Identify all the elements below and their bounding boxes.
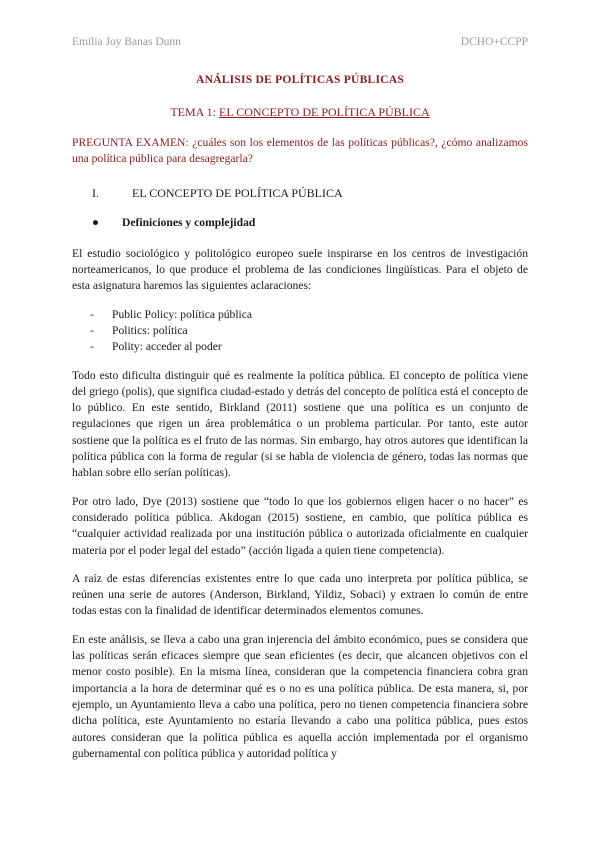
terms-list <box>72 307 528 356</box>
page-header <box>72 36 528 48</box>
dash-icon: - <box>90 307 94 321</box>
subsection-title: Definiciones y complejidad <box>122 216 256 230</box>
paragraph-3: Por otro lado, Dye (2013) sostiene que “todo lo que los gobiernos eligen hacer o no hacer” es considerado política pública. Akdogan (2015) sostiene, en cambio, que política pública es “cualquier actividad realizada por una institución pública o autorizada oficialmente en cualquier materia por el poder legal del estado” (acción ligada a quien tiene competencia). <box>72 494 528 557</box>
section-number: I. <box>92 186 99 201</box>
dash-icon: - <box>90 340 94 354</box>
list-item <box>72 339 528 355</box>
list-item-text: Polity: acceder al poder <box>112 340 222 354</box>
section-title: EL CONCEPTO DE POLÍTICA PÚBLICA <box>132 186 343 201</box>
topic-prefix: TEMA 1: <box>170 105 216 120</box>
subsection-heading <box>72 215 528 231</box>
paragraph-4: A raíz de estas diferencias existentes entre lo que cada uno interpreta por política pública, se reúnen una serie de autores (Anderson, Birkland, Yildiz, Sobaci) y extraen lo común de entre todas estas con la finalidad de identificar determinados elementos comunes. <box>72 571 528 618</box>
list-item <box>72 307 528 323</box>
topic-name: EL CONCEPTO DE POLÍTICA PÚBLICA <box>218 105 430 120</box>
exam-question: PREGUNTA EXAMEN: ¿cuáles son los elementos de las políticas públicas?, ¿cómo analizamos una política pública para desagregarla? <box>72 135 528 165</box>
section-heading <box>72 185 528 201</box>
author-name: Emilia Joy Banas Dunn <box>72 36 181 48</box>
dash-icon: - <box>90 323 94 337</box>
paragraph-1: El estudio sociológico y politológico europeo suele inspirarse en los centros de investigación norteamericanos, lo que produce el problema de las condiciones lingüísticas. Para el objeto de esta asignatura haremos las siguientes aclaraciones: <box>72 246 528 293</box>
document-body <box>72 72 528 774</box>
bullet-icon: ● <box>92 216 100 230</box>
list-item <box>72 323 528 339</box>
topic-heading <box>72 104 528 120</box>
paragraph-5: En este análisis, se lleva a cabo una gran injerencia del ámbito económico, pues se considera que las políticas serán eficaces siempre que sean eficientes (es decir, que alcancen objetivos con el menor costo posible). En la misma línea, consideran que la competencia financiera cobra gran importancia a la hora de determinar qué es o no es una política pública. De esta manera, si, por ejemplo, un Ayuntamiento lleva a cabo una política, pero no tienen competencia financiera sobre dicha política, este Ayuntamiento no estaría llevando a cabo una política pública, pues estos autores consideran que la política pública es aquella acción implementada por el organismo gubernamental con política pública y autoridad política y <box>72 632 528 760</box>
list-item-text: Public Policy: política pública <box>112 307 253 321</box>
paragraph-2: Todo esto dificulta distinguir qué es realmente la política pública. El concepto de política viene del griego (polis), que significa ciudad-estado y detrás del concepto de política está el concepto de lo público. En este sentido, Birkland (2011) sostiene que una política es un conjunto de regulaciones que rigen un área problemática o un problema particular. Por tanto, este autor sostiene que la política es el fruto de las normas. Sin embargo, hay otros autores que identifican la política pública con la forma de regular (si se habla de violencia de género, todas las normas que hablan sobre ello serían políticas). <box>72 368 528 480</box>
list-item-text: Politics: política <box>112 323 188 337</box>
course-code: DCHO+CCPP <box>460 36 528 48</box>
document-title: ANÁLISIS DE POLÍTICAS PÚBLICAS <box>196 73 404 86</box>
